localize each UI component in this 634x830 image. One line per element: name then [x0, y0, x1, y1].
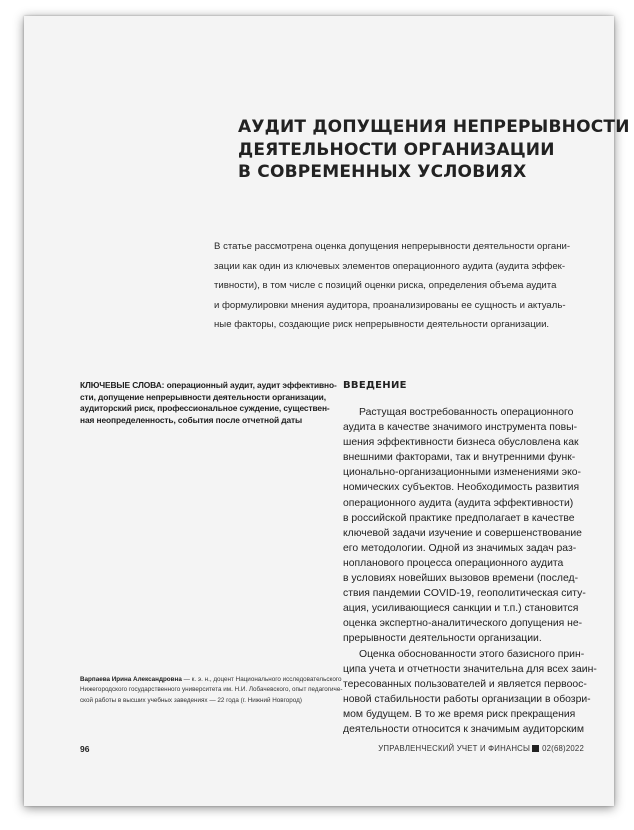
body-line: тересованных пользователей и является первоос- [343, 678, 587, 690]
title-line: АУДИТ ДОПУЩЕНИЯ НЕПРЕРЫВНОСТИ [238, 117, 630, 137]
body-line: внешними факторами, так и внутренними функ- [343, 452, 576, 464]
body-line: ционально-организационными изменениями эко- [343, 467, 582, 479]
author-line: Нижегородского государственного университета им. Н.И. Лобачевского, опыт педагогиче- [80, 686, 343, 694]
body-line: шения эффективности бизнеса обусловлена как [343, 437, 579, 449]
body-line: ключевой задачи изучение и совершенствование [343, 527, 582, 539]
abstract-line: тивности), в том числе с позиций оценки риска, определения объема аудита [214, 280, 557, 291]
body-line: мом будущем. В то же время риск прекращения [343, 708, 576, 720]
section-heading-introduction: ВВЕДЕНИЕ [343, 380, 407, 391]
title-line: ДЕЯТЕЛЬНОСТИ ОРГАНИЗАЦИИ [238, 139, 555, 160]
body-line: Растущая востребованность операционного [359, 407, 574, 418]
article-title [238, 116, 630, 184]
body-line: ципа учета и отчетности значительна для всех заин- [343, 663, 597, 675]
body-line: операционного аудита (аудита эффективности) [343, 497, 574, 509]
author-title: — к. э. н., доцент Национального исследовательского [181, 676, 342, 683]
body-line: оценка экспертно-аналитического допущения не- [343, 618, 583, 630]
body-line: деятельности относится к значимым аудиторским [343, 723, 584, 735]
keywords [80, 380, 337, 426]
journal-name: УПРАВЛЕНЧЕСКИЙ УЧЕТ И ФИНАНСЫ [378, 744, 531, 753]
square-separator-icon [532, 745, 539, 752]
body-line: прерывности деятельности организации. [343, 633, 542, 645]
abstract-line: зации как один из ключевых элементов операционного аудита (аудита эффек- [214, 260, 566, 272]
body-line: ствия пандемии COVID-19, геополитическая ситу- [343, 588, 586, 600]
body-line: Оценка обоснованности этого базисного прин- [359, 648, 585, 660]
journal-issue: 02(68)2022 [542, 744, 584, 753]
journal-footer [378, 744, 584, 753]
body-line: нопланового процесса операционного аудита [343, 557, 564, 569]
title-line: В СОВРЕМЕННЫХ УСЛОВИЯХ [238, 162, 527, 182]
body-line: его методологии. Одной из значимых задач раз- [343, 542, 577, 554]
page-number: 96 [80, 744, 90, 754]
author-info [80, 675, 343, 706]
abstract-line: ные факторы, создающие риск непрерывности деятельности организации. [214, 319, 550, 330]
author-name: Варпаева Ирина Александровна [80, 676, 182, 683]
abstract [214, 237, 584, 335]
author-line [80, 675, 340, 685]
body-text [343, 405, 597, 737]
keywords-line: КЛЮЧЕВЫЕ СЛОВА: операционный аудит, аудит эффективно- [80, 380, 337, 390]
abstract-line: и формулировки мнения аудитора, проанализированы ее сущность и актуаль- [214, 299, 566, 311]
body-line: ация, усиливающиеся санкции и т.п.) становится [343, 603, 579, 615]
body-line: номических субъектов. Необходимость развития [343, 482, 580, 494]
keywords-line: ная неопределенность, события после отчетной даты [80, 414, 303, 425]
body-line: аудита в качестве значимого инструмента повы- [343, 422, 578, 434]
body-line: в российской практике предполагает в качестве [343, 512, 575, 524]
keywords-line: аудиторский риск, профессиональное суждение, существен- [80, 403, 330, 414]
keywords-line: сти, допущение непрерывности деятельности организации, [80, 391, 326, 402]
author-line: ской работы в высших учебных заведениях — 22 года (г. Нижний Новгород) [80, 696, 302, 704]
body-line: новой стабильности работы организации в обозри- [343, 693, 591, 705]
abstract-line: В статье рассмотрена оценка допущения непрерывности деятельности органи- [214, 241, 571, 252]
body-line: в условиях новейших вызовов времени (послед- [343, 573, 579, 585]
